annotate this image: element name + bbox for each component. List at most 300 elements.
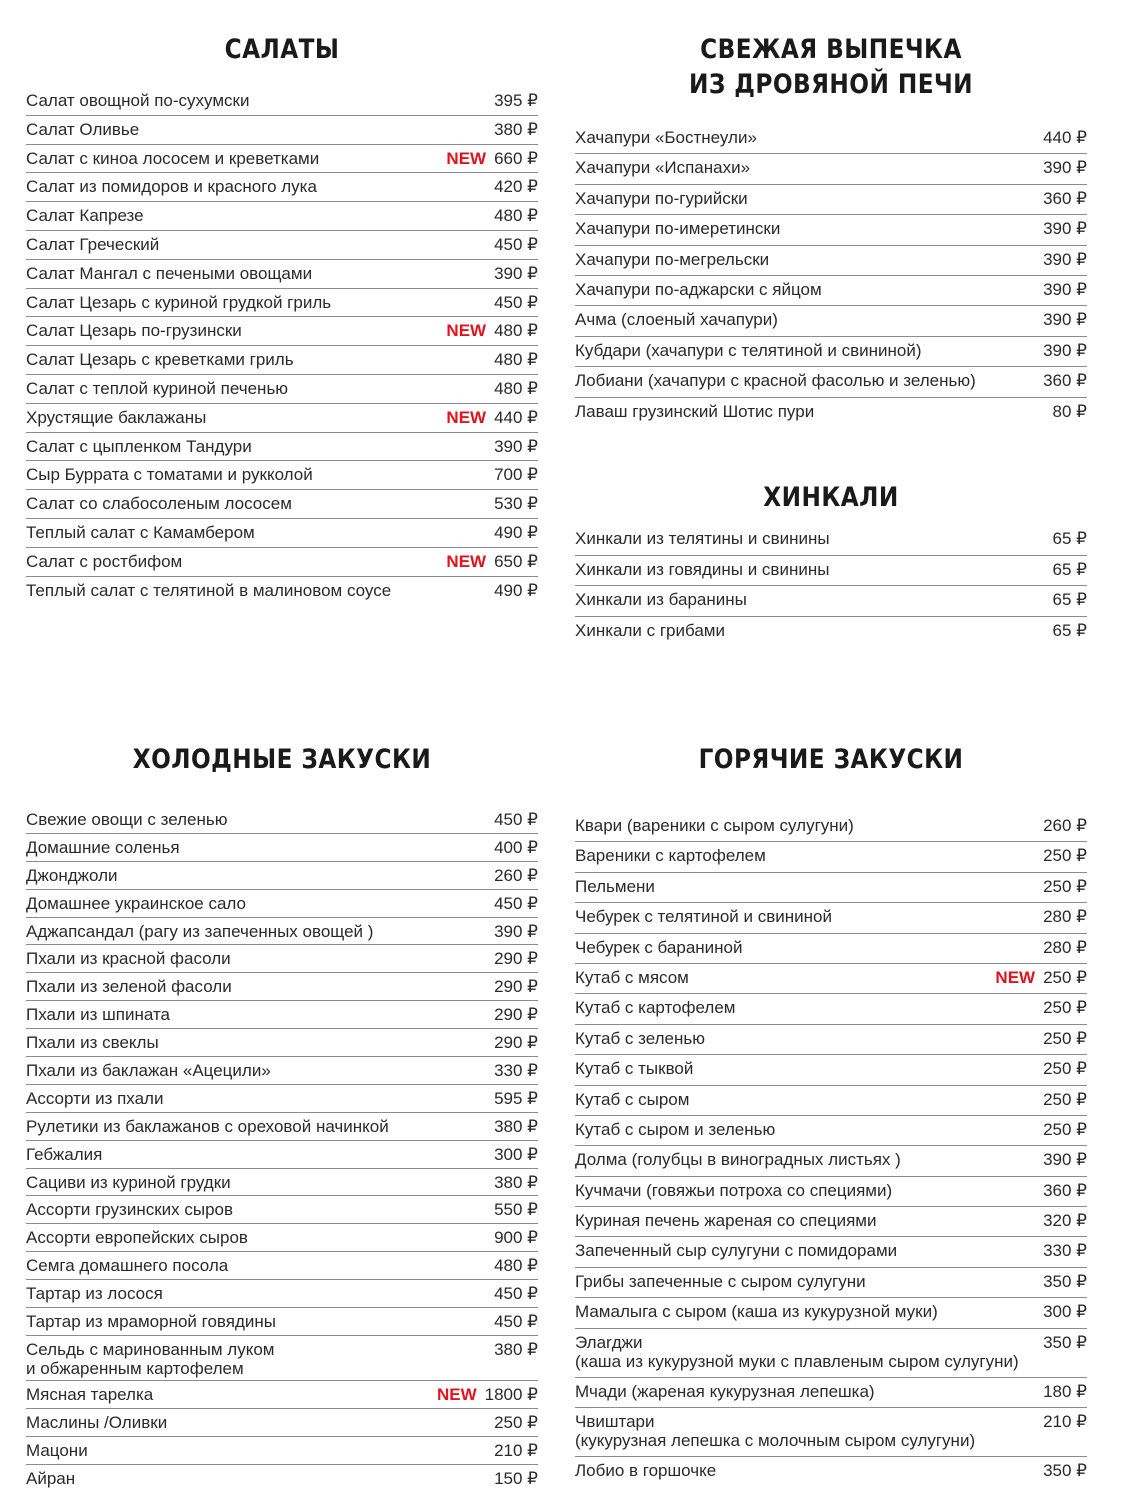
menu-item-price: 330 ₽	[1043, 1241, 1087, 1261]
menu-item	[26, 1196, 538, 1224]
menu-item-title: Мамалыга с сыром (каша из кукурузной муки)	[575, 1302, 938, 1322]
menu-item-name	[575, 590, 1053, 609]
menu-list	[575, 124, 1087, 428]
menu-item-price: 390 ₽	[1043, 1150, 1087, 1170]
section-cold-appetizers	[26, 742, 538, 1492]
menu-item-name	[26, 408, 446, 427]
menu-item	[575, 994, 1087, 1024]
menu-item-title: Салат с ростбифом	[26, 551, 183, 571]
menu-item-title: Кучмачи (говяжьи потроха со специями)	[575, 1180, 893, 1200]
menu-item	[26, 834, 538, 862]
menu-item-name	[26, 1385, 437, 1404]
menu-item-description: (каша из кукурузной муки с плавленым сыром сулугуни)	[575, 1351, 1019, 1371]
menu-item-name	[26, 1200, 494, 1219]
menu-item	[575, 1329, 1087, 1378]
menu-item-price: 290 ₽	[494, 1033, 538, 1053]
menu-item	[575, 1025, 1087, 1055]
menu-item-title: Хачапури по-имеретински	[575, 219, 781, 239]
menu-item-title: Хинкали из баранины	[575, 590, 747, 609]
menu-item-price: 250 ₽	[1043, 1119, 1087, 1139]
menu-item	[26, 890, 538, 918]
menu-item-name	[575, 621, 1053, 640]
menu-item-price: 280 ₽	[1043, 907, 1087, 927]
menu-item-title: Салат Греческий	[26, 234, 160, 254]
menu-item	[26, 490, 538, 519]
menu-item-price: 550 ₽	[494, 1200, 538, 1220]
menu-item-price: 330 ₽	[494, 1061, 538, 1081]
menu-item-price: 480 ₽	[494, 1256, 538, 1276]
menu-item	[575, 842, 1087, 872]
menu-item-price: 380 ₽	[494, 1172, 538, 1192]
menu-item	[26, 87, 538, 116]
menu-item-name	[26, 810, 494, 829]
new-badge: NEW	[446, 407, 487, 427]
menu-item-title: Кутаб с тыквой	[575, 1059, 694, 1079]
menu-item-price: 450 ₽	[494, 893, 538, 913]
menu-item	[26, 519, 538, 548]
menu-item	[26, 577, 538, 606]
menu-item-name	[575, 529, 1053, 548]
menu-item	[575, 276, 1087, 306]
menu-list	[26, 87, 538, 605]
menu-item	[575, 215, 1087, 245]
menu-item-price: 700 ₽	[494, 465, 538, 485]
menu-item-name	[575, 158, 1043, 177]
menu-item-title: Хинкали с грибами	[575, 620, 725, 640]
menu-item-name	[26, 1441, 494, 1460]
menu-item-price: 1800 ₽	[484, 1384, 538, 1404]
menu-item-title: Элarджи	[575, 1332, 643, 1352]
menu-item-name	[26, 552, 446, 571]
menu-item	[575, 934, 1087, 964]
menu-item	[575, 154, 1087, 184]
menu-item-price: 450 ₽	[494, 1284, 538, 1304]
menu-item-name	[26, 1469, 494, 1488]
menu-item-title: Мчади (жареная кукурузная лепешка)	[575, 1381, 875, 1401]
menu-item	[26, 945, 538, 973]
menu-item-name	[575, 968, 995, 987]
menu-item	[575, 525, 1087, 556]
section-title: ХОЛОДНЫЕ ЗАКУСКИ	[132, 744, 432, 775]
menu-item-name	[575, 938, 1043, 957]
menu-item-name	[26, 1312, 494, 1331]
section-salads	[26, 32, 538, 605]
menu-item-name	[26, 235, 494, 254]
menu-item-name	[26, 1413, 494, 1432]
menu-item-title: Пхали из баклажан «Ацецили»	[26, 1061, 271, 1081]
menu-item	[26, 548, 538, 577]
menu-item-title: Кутаб с сыром	[575, 1089, 690, 1109]
menu-item-name	[26, 379, 494, 398]
menu-item-name	[575, 846, 1043, 865]
menu-item-price: 490 ₽	[494, 580, 538, 600]
menu-item-description: (кукурузная лепешка с молочным сыром сулугуни)	[575, 1431, 976, 1451]
menu-item-name	[26, 1033, 494, 1052]
menu-item-title: Куриная печень жареная со специями	[575, 1211, 877, 1231]
menu-item	[26, 1001, 538, 1029]
menu-item-title: Салат из помидоров и красного лука	[26, 177, 317, 197]
menu-item	[575, 1055, 1087, 1085]
menu-item	[575, 337, 1087, 367]
menu-item-title: Семга домашнего посола	[26, 1256, 229, 1276]
menu-item	[575, 1378, 1087, 1408]
menu-item-name	[575, 371, 1043, 390]
menu-item-title: Вареники с картофелем	[575, 846, 766, 866]
menu-item-description: и обжаренным картофелем	[26, 1358, 244, 1378]
menu-item-name	[26, 494, 494, 513]
menu-item-name	[26, 264, 494, 283]
menu-item-name	[575, 560, 1053, 579]
menu-item-name	[26, 922, 494, 941]
menu-item-title: Салат со слабосоленым лососем	[26, 494, 292, 514]
menu-item	[575, 586, 1087, 617]
menu-item-name	[575, 877, 1043, 896]
menu-item-title: Ассорти из пхали	[26, 1088, 164, 1108]
menu-item-name	[26, 1228, 494, 1247]
menu-item-price: 390 ₽	[494, 263, 538, 283]
menu-item-price: 65 ₽	[1052, 620, 1087, 640]
menu-item-title: Маслины /Оливки	[26, 1412, 168, 1432]
menu-item-price: 260 ₽	[1043, 816, 1087, 835]
menu-item-title: Джонджоли	[26, 865, 118, 885]
menu-item-name	[26, 1005, 494, 1024]
menu-item-price: 360 ₽	[1043, 188, 1087, 208]
menu-item-title: Салат Цезарь по-грузински	[26, 321, 242, 341]
menu-item-title: Свежие овощи с зеленью	[26, 810, 228, 829]
menu-item-price: 480 ₽	[494, 206, 538, 226]
menu-item	[26, 375, 538, 404]
menu-item-name	[26, 523, 494, 542]
menu-item	[26, 1224, 538, 1252]
menu-item	[575, 1207, 1087, 1237]
menu-item-title: Пхали из красной фасоли	[26, 949, 231, 969]
menu-item-name	[575, 1150, 1043, 1169]
menu-item-title: Сациви из куриной грудки	[26, 1172, 231, 1192]
menu-item-name	[575, 1272, 1043, 1291]
menu-item	[575, 812, 1087, 842]
menu-item-price: 650 ₽	[494, 551, 538, 571]
menu-item-price: 210 ₽	[494, 1440, 538, 1460]
menu-item	[575, 903, 1087, 933]
menu-item	[26, 1029, 538, 1057]
menu-item-price: 250 ₽	[1043, 876, 1087, 896]
menu-item-price: 350 ₽	[1043, 1332, 1087, 1352]
menu-item	[26, 1057, 538, 1085]
menu-item-price: 390 ₽	[1043, 219, 1087, 239]
new-badge: NEW	[446, 148, 487, 168]
menu-item-price: 180 ₽	[1043, 1381, 1087, 1401]
menu-item-title: Салат с киноа лососем и креветками	[26, 148, 320, 168]
menu-item-title: Хинкали из телятины и свинины	[575, 529, 830, 548]
menu-item	[26, 145, 538, 174]
menu-item-name	[26, 1089, 494, 1108]
section-hot-appetizers	[575, 742, 1087, 1487]
menu-item-price: 480 ₽	[494, 350, 538, 370]
menu-item	[575, 556, 1087, 587]
new-badge: NEW	[446, 551, 487, 571]
menu-item-title: Чвиштари	[575, 1412, 655, 1432]
menu-item-price: 210 ₽	[1043, 1412, 1087, 1432]
menu-item-price: 530 ₽	[494, 494, 538, 514]
menu-item-title: Тартар из мраморной говядины	[26, 1312, 277, 1332]
menu-item-name	[26, 177, 494, 196]
menu-item-price: 300 ₽	[494, 1144, 538, 1164]
menu-item-price: 390 ₽	[494, 921, 538, 941]
menu-item-name	[575, 1090, 1043, 1109]
menu-item-name	[575, 189, 1043, 208]
menu-item	[26, 1381, 538, 1409]
menu-item	[575, 246, 1087, 276]
menu-item-name	[575, 1333, 1043, 1371]
menu-item-title: Салат Цезарь с куриной грудкой гриль	[26, 292, 332, 312]
menu-item-name	[575, 907, 1043, 926]
menu-item-name	[575, 250, 1043, 269]
menu-item-title: Салат Оливье	[26, 119, 140, 139]
menu-item-title: Пельмени	[575, 876, 655, 896]
menu-item	[26, 289, 538, 318]
menu-item-name	[575, 1241, 1043, 1260]
menu-item-name	[26, 465, 494, 484]
menu-item-title: Пхали из зеленой фасоли	[26, 977, 232, 997]
menu-item-title: Гебжалия	[26, 1144, 103, 1164]
menu-item	[575, 1116, 1087, 1146]
menu-item-title: Хачапури по-мегрельски	[575, 249, 770, 269]
menu-item	[26, 918, 538, 946]
menu-item-price: 300 ₽	[1043, 1302, 1087, 1322]
menu-item-price: 900 ₽	[494, 1228, 538, 1248]
menu-item-title: Салат овощной по-сухумски	[26, 91, 250, 110]
menu-item	[26, 260, 538, 289]
menu-item	[575, 1237, 1087, 1267]
menu-item-name	[575, 1120, 1043, 1139]
menu-item-price: 350 ₽	[1043, 1461, 1087, 1481]
menu-item-price: 360 ₽	[1043, 1180, 1087, 1200]
menu-item	[575, 185, 1087, 215]
menu-item-price: 450 ₽	[494, 292, 538, 312]
menu-item-title: Хачапури «Испанахи»	[575, 158, 751, 178]
menu-item-title: Чебурек с телятиной и свининой	[575, 907, 832, 927]
menu-item	[575, 1268, 1087, 1298]
menu-item-price: 320 ₽	[1043, 1211, 1087, 1231]
menu-list	[575, 812, 1087, 1487]
menu-item-price: 395 ₽	[494, 91, 538, 110]
menu-item-title: Хачапури по-гурийски	[575, 188, 748, 208]
menu-item-name	[26, 1284, 494, 1303]
menu-item-title: Долма (голубцы в виноградных листьях )	[575, 1150, 901, 1170]
menu-item-price: 290 ₽	[494, 949, 538, 969]
menu-item-name	[26, 894, 494, 913]
menu-item-price: 440 ₽	[1043, 128, 1087, 147]
menu-item-name	[26, 120, 494, 139]
menu-item-name	[26, 293, 494, 312]
menu-item-title: Сыр Буррата с томатами и рукколой	[26, 465, 313, 485]
menu-item-title: Ассорти грузинских сыров	[26, 1200, 234, 1220]
menu-item-price: 80 ₽	[1052, 401, 1087, 421]
menu-item-name	[575, 1029, 1043, 1048]
menu-item-title: Хачапури «Бостнеули»	[575, 128, 757, 147]
menu-item-price: 420 ₽	[494, 177, 538, 197]
new-badge: NEW	[436, 1384, 477, 1404]
menu-item-name	[575, 280, 1043, 299]
menu-item-title: Сельдь с маринованным луком	[26, 1339, 275, 1359]
menu-item	[26, 346, 538, 375]
menu-item	[575, 1408, 1087, 1457]
menu-item-name	[26, 949, 494, 968]
menu-item-title: Кутаб с мясом	[575, 967, 689, 987]
menu-item	[26, 806, 538, 834]
menu-item	[26, 862, 538, 890]
menu-item-title: Пхали из свеклы	[26, 1033, 159, 1053]
menu-item-name	[575, 1382, 1043, 1401]
menu-item-price: 290 ₽	[494, 1005, 538, 1025]
menu-item-name	[26, 149, 446, 168]
menu-item-title: Тартар из лосося	[26, 1284, 163, 1304]
menu-item-price: 150 ₽	[494, 1468, 538, 1488]
menu-list	[575, 525, 1087, 647]
menu-item-name	[26, 1173, 494, 1192]
menu-item	[26, 404, 538, 433]
menu-item-name	[575, 1181, 1043, 1200]
menu-item-title: Лобиани (хачапури с красной фасолью и зеленью)	[575, 371, 976, 391]
menu-item-name	[575, 1059, 1043, 1078]
menu-item-name	[575, 219, 1043, 238]
menu-item	[575, 367, 1087, 397]
section-title: ГОРЯЧИЕ ЗАКУСКИ	[698, 744, 964, 775]
menu-item-price: 65 ₽	[1052, 590, 1087, 609]
menu-item	[26, 1169, 538, 1197]
new-badge: NEW	[446, 321, 487, 341]
menu-item-name	[26, 91, 494, 110]
menu-item-title: Лаваш грузинский Шотис пури	[575, 401, 815, 421]
menu-item-name	[575, 1461, 1043, 1480]
menu-item-name	[26, 1117, 494, 1136]
menu-item-title: Мясная тарелка	[26, 1384, 154, 1404]
menu-item-price: 390 ₽	[494, 436, 538, 456]
menu-item-name	[575, 128, 1043, 147]
menu-item-name	[575, 1211, 1043, 1230]
menu-item-price: 480 ₽	[494, 321, 538, 341]
menu-item-title: Хачапури по-аджарски с яйцом	[575, 279, 822, 299]
menu-item-title: Пхали из шпината	[26, 1005, 170, 1025]
section-title: СВЕЖАЯ ВЫПЕЧКА ИЗ ДРОВЯНОЙ ПЕЧИ	[688, 34, 974, 100]
menu-list	[26, 806, 538, 1492]
menu-item-title: Чебурек с бараниной	[575, 937, 743, 957]
menu-item-title: Салат Мангал с печеными овощами	[26, 263, 313, 283]
menu-item-price: 390 ₽	[1043, 158, 1087, 178]
menu-item	[26, 116, 538, 145]
menu-item-price: 380 ₽	[494, 119, 538, 139]
menu-item	[575, 1146, 1087, 1176]
menu-item	[26, 461, 538, 490]
menu-item-price: 290 ₽	[494, 977, 538, 997]
menu-item-price: 400 ₽	[494, 837, 538, 857]
menu-item	[26, 231, 538, 260]
menu-item-title: Запеченный сыр сулугуни с помидорами	[575, 1241, 898, 1261]
menu-item-name	[575, 998, 1043, 1017]
menu-item-price: 250 ₽	[1043, 998, 1087, 1018]
menu-item	[26, 202, 538, 231]
menu-item-name	[26, 1061, 494, 1080]
menu-item-title: Хинкали из говядины и свинины	[575, 559, 830, 579]
menu-item	[575, 1086, 1087, 1116]
section-bakery	[575, 32, 1087, 428]
menu-item-title: Айран	[26, 1468, 76, 1488]
menu-item	[26, 1336, 538, 1381]
menu-item-price: 390 ₽	[1043, 340, 1087, 360]
menu-item	[575, 964, 1087, 994]
menu-item	[26, 173, 538, 202]
menu-item-title: Теплый салат с телятиной в малиновом соусе	[26, 580, 392, 600]
menu-item-name	[26, 838, 494, 857]
menu-item	[575, 1177, 1087, 1207]
menu-item-name	[26, 206, 494, 225]
menu-item-price: 65 ₽	[1052, 529, 1087, 548]
menu-item-price: 390 ₽	[1043, 279, 1087, 299]
menu-item	[575, 617, 1087, 648]
menu-item-title: Аджапсандал (рагу из запеченных овощей )	[26, 921, 374, 941]
menu-item-title: Теплый салат с Камамбером	[26, 522, 255, 542]
menu-item-name	[26, 437, 494, 456]
menu-item-name	[26, 1256, 494, 1275]
menu-item-name	[26, 1340, 494, 1378]
menu-item-name	[26, 581, 494, 600]
section-title: ХИНКАЛИ	[763, 482, 899, 513]
menu-item-price: 360 ₽	[1043, 371, 1087, 391]
menu-item-price: 450 ₽	[494, 1312, 538, 1332]
menu-item	[26, 1308, 538, 1336]
menu-item-price: 390 ₽	[1043, 249, 1087, 269]
menu-item-name	[26, 866, 494, 885]
menu-item	[26, 1113, 538, 1141]
menu-item-price: 250 ₽	[1043, 1028, 1087, 1048]
menu-item	[575, 873, 1087, 903]
menu-item-price: 440 ₽	[494, 407, 538, 427]
menu-item-price: 660 ₽	[494, 148, 538, 168]
menu-item-price: 65 ₽	[1052, 559, 1087, 579]
menu-item-price: 380 ₽	[494, 1339, 538, 1359]
menu-item-title: Кубдари (хачапури с телятиной и свининой)	[575, 340, 922, 360]
new-badge: NEW	[995, 967, 1036, 987]
menu-item-name	[575, 402, 1053, 421]
menu-item	[26, 1085, 538, 1113]
menu-item-price: 450 ₽	[494, 810, 538, 829]
menu-item-price: 490 ₽	[494, 522, 538, 542]
menu-item-title: Кутаб с сыром и зеленью	[575, 1119, 776, 1139]
menu-item-title: Ассорти европейских сыров	[26, 1228, 248, 1248]
menu-item-name	[26, 350, 494, 369]
menu-item-title: Квари (вареники с сыром сулугуни)	[575, 816, 854, 835]
menu-item-name	[26, 1145, 494, 1164]
menu-item	[575, 1298, 1087, 1328]
menu-item-name	[575, 1412, 1043, 1450]
menu-item-price: 380 ₽	[494, 1116, 538, 1136]
menu-item-title: Мацони	[26, 1440, 88, 1460]
menu-item-title: Салат Цезарь с креветками гриль	[26, 350, 294, 370]
menu-item	[26, 1409, 538, 1437]
menu-item	[575, 398, 1087, 428]
menu-item	[26, 1141, 538, 1169]
menu-item-title: Кутаб с зеленью	[575, 1028, 705, 1048]
menu-item	[575, 1457, 1087, 1487]
menu-item-title: Салат с теплой куриной печенью	[26, 378, 289, 398]
menu-item-name	[575, 310, 1043, 329]
menu-item-price: 250 ₽	[494, 1412, 538, 1432]
menu-item	[26, 1252, 538, 1280]
menu-item-price: 350 ₽	[1043, 1271, 1087, 1291]
menu-item-price: 250 ₽	[1043, 1059, 1087, 1079]
menu-item	[26, 433, 538, 462]
menu-item-name	[575, 816, 1043, 835]
